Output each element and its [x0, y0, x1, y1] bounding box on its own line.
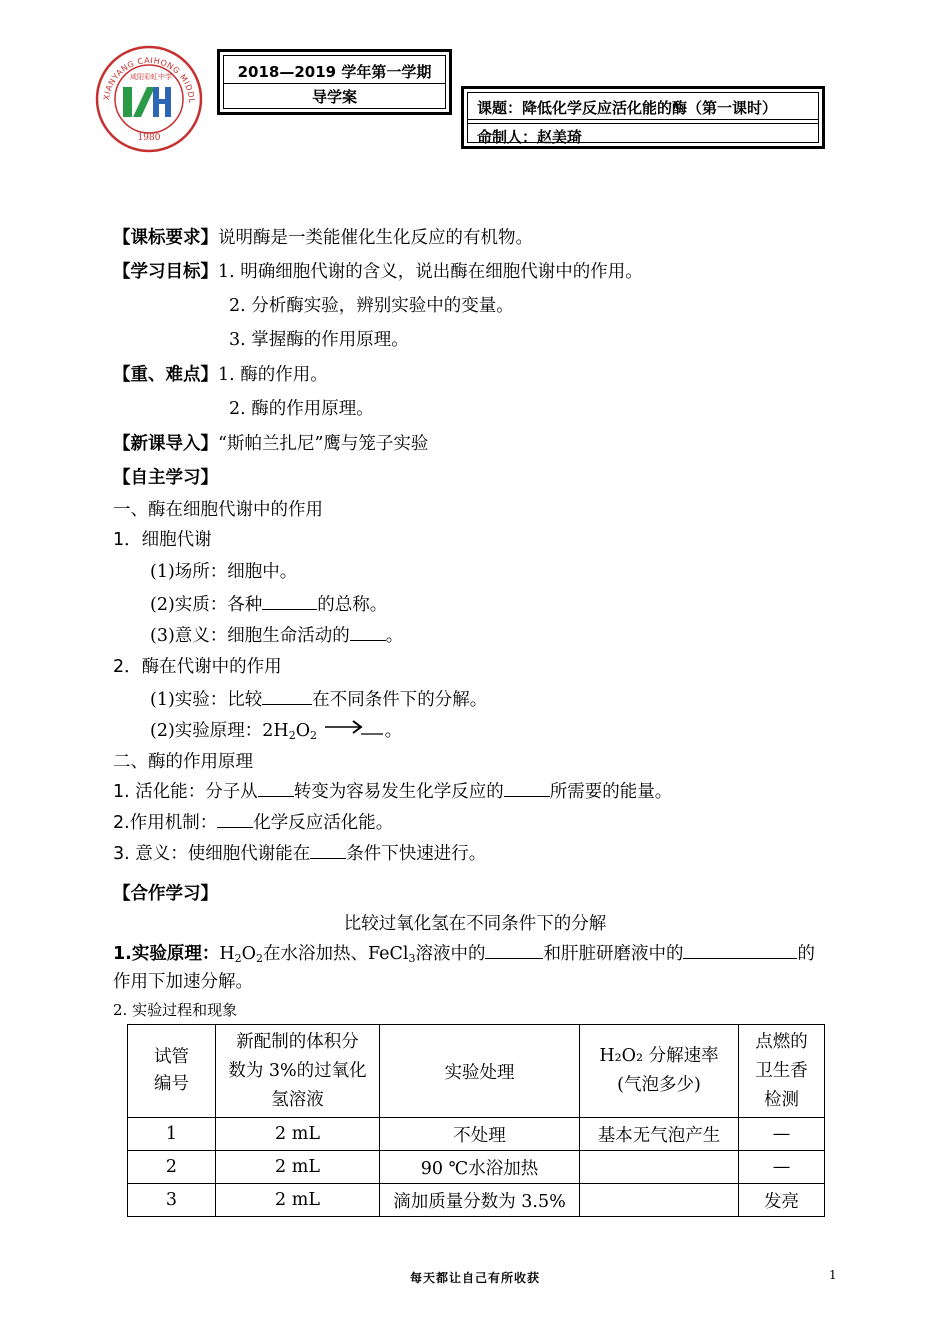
- metabolism-title: 1．细胞代谢: [113, 530, 212, 550]
- table-cell: 2 mL: [216, 1118, 380, 1151]
- significance: 3. 意义：使细胞代谢能在 条件下快速进行。: [113, 844, 487, 864]
- page-number: 1: [829, 1268, 837, 1282]
- coop-principle-line2: 作用下加速分解。: [113, 972, 253, 992]
- table-cell: 滴加质量分数为 3.5%: [380, 1184, 580, 1217]
- table-cell: 3: [128, 1184, 216, 1217]
- table-cell: 1: [128, 1118, 216, 1151]
- metabolism-place: (1)场所：细胞中。: [150, 562, 298, 582]
- lesson-intro: 【新课导入】“斯帕兰扎尼”鹰与笼子实验: [113, 434, 429, 454]
- coop-title: 比较过氧化氢在不同条件下的分解: [343, 914, 607, 934]
- fill-blank: [310, 842, 346, 859]
- table-cell: 发亮: [739, 1184, 825, 1217]
- table-cell: [580, 1184, 739, 1217]
- part1-title: 一、酶在细胞代谢中的作用: [113, 500, 323, 520]
- fill-blank: [217, 811, 253, 828]
- fill-blank: [683, 942, 797, 959]
- process-title: 2. 实验过程和现象: [113, 1001, 238, 1019]
- table-cell: —: [739, 1118, 825, 1151]
- table-cell: 基本无气泡产生: [580, 1118, 739, 1151]
- table-row: [128, 1151, 825, 1184]
- fill-blank: [350, 624, 386, 641]
- activation-energy: 1. 活化能：分子从 转变为容易发生化学反应的 所需要的能量。: [113, 782, 673, 802]
- doc-type: 导学案: [311, 88, 357, 106]
- key-point-2: 2. 酶的作用原理。: [229, 399, 374, 419]
- coop-heading: 【合作学习】: [113, 884, 218, 904]
- reaction-arrow-icon: [323, 720, 385, 736]
- table-cell: [580, 1151, 739, 1184]
- metabolism-meaning: (3)意义：细胞生命活动的 。: [150, 626, 404, 646]
- header-treatment: 实验处理: [380, 1025, 580, 1118]
- table-cell: 2 mL: [216, 1151, 380, 1184]
- header-incense-test: 点燃的 卫生香 检测: [739, 1025, 825, 1118]
- logo-center-text: 咸阳彩虹中学: [130, 73, 172, 81]
- term-title: 2018—2019 学年第一学期: [237, 63, 432, 81]
- author: 命制人：赵美琦: [477, 128, 583, 146]
- coop-principle: 1.实验原理：$H_2O_2$在水浴加热、FeCl$_3$溶液中的 和肝脏研磨液中的 的: [113, 944, 815, 965]
- learning-goal-3: 3. 掌握酶的作用原理。: [229, 330, 409, 350]
- header-decomposition-rate: H₂O₂ 分解速率 (气泡多少): [580, 1025, 739, 1118]
- table-row: [128, 1118, 825, 1151]
- table-row: [128, 1184, 825, 1217]
- fill-blank: [485, 942, 543, 959]
- term-box: [217, 49, 452, 115]
- logo-year: 1980: [137, 133, 161, 143]
- logo-ring-text: XIANYANG CAIHONG MIDDL: [102, 55, 197, 104]
- topic-box: [461, 86, 825, 149]
- experiment-principle: (2)实验原理：$2H_2O_2$ 。: [150, 721, 403, 742]
- fill-blank: [262, 688, 312, 705]
- learning-goal-2: 2. 分析酶实验，辨别实验中的变量。: [229, 296, 514, 316]
- learning-goals: 【学习目标】1. 明确细胞代谢的含义，说出酶在细胞代谢中的作用。: [113, 262, 643, 282]
- self-study-heading: 【自主学习】: [113, 468, 218, 488]
- metabolism-essence: (2)实质：各种 的总称。: [150, 595, 388, 615]
- fill-blank: [262, 593, 317, 610]
- table-cell: 2 mL: [216, 1184, 380, 1217]
- enzyme-role-title: 2．酶在代谢中的作用: [113, 657, 282, 677]
- experiment-item: (1)实验：比较 在不同条件下的分解。: [150, 690, 488, 710]
- header-solution: 新配制的体积分 数为 3%的过氧化 氢溶液: [216, 1025, 380, 1118]
- curriculum-requirement: 【课标要求】说明酶是一类能催化生化反应的有机物。: [113, 228, 533, 248]
- fill-blank: [258, 780, 294, 797]
- table-header-row: [128, 1025, 825, 1118]
- table-cell: 2: [128, 1151, 216, 1184]
- fill-blank: [504, 780, 550, 797]
- table-cell: 不处理: [380, 1118, 580, 1151]
- table-cell: —: [739, 1151, 825, 1184]
- part2-title: 二、酶的作用原理: [113, 752, 253, 772]
- mechanism: 2.作用机制： 化学反应活化能。: [113, 813, 394, 833]
- key-points: 【重、难点】1. 酶的作用。: [113, 365, 328, 385]
- footer-motto: 每天都让自己有所收获: [409, 1271, 540, 1285]
- experiment-table: [127, 1024, 825, 1217]
- lesson-topic: 课题：降低化学反应活化能的酶（第一课时）: [477, 99, 778, 117]
- table-cell: 90 ℃水浴加热: [380, 1151, 580, 1184]
- school-logo: [95, 45, 203, 153]
- header-tube-number: 试管 编号: [128, 1025, 216, 1118]
